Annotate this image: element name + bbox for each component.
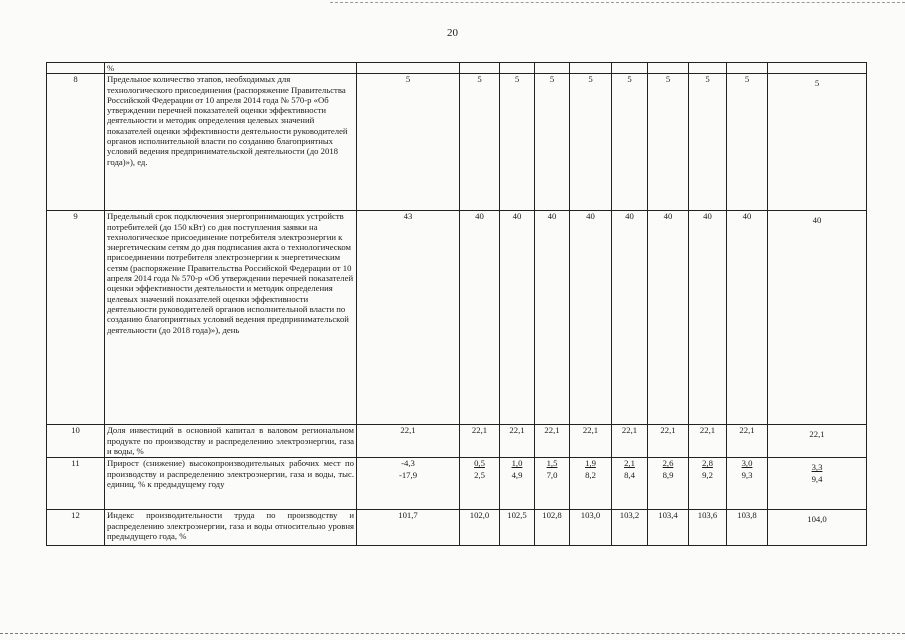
value-cell: 2,1 8,4 [612,458,648,510]
row-num-cell: 11 [47,458,105,510]
value-cell: 22,1 [570,425,612,458]
value-cell: 5 [460,74,500,211]
value-cell: 3,0 9,3 [727,458,768,510]
row-name-cell: Индекс производительности труда по производству и распределению электроэнергии, газа и воды относительно уровня предыдущего года, % [105,510,357,546]
value-cell: 101,7 [357,510,460,546]
value-cell: 40 [727,211,768,425]
row-num-cell [47,63,105,74]
table-row-12 [47,510,867,546]
value-cell: 103,4 [648,510,689,546]
row-num-cell: 8 [47,74,105,211]
value-cell: 22,1 [612,425,648,458]
value-cell: 5 [612,74,648,211]
value-cell: 22,1 [768,425,867,458]
value-cell: 102,0 [460,510,500,546]
value-cell: 40 [535,211,570,425]
value-cell: 3,3 9,4 [768,458,867,510]
row-num-cell: 12 [47,510,105,546]
value-cell: 5 [535,74,570,211]
value-cell: 40 [570,211,612,425]
table-row-10 [47,425,867,458]
value-cell: 22,1 [535,425,570,458]
value-cell: 102,8 [535,510,570,546]
row-name-cell: % [105,63,357,74]
value-cell: 40 [500,211,535,425]
value-cell: 40 [648,211,689,425]
value-cell: 2,8 9,2 [689,458,727,510]
value-cell: 40 [768,211,867,425]
value-cell: 22,1 [460,425,500,458]
scan-bottom-edge [0,633,905,634]
scan-top-edge [330,2,905,3]
value-cell: 43 [357,211,460,425]
value-cell: 5 [768,74,867,211]
indicators-table [46,62,867,546]
value-cell: 5 [570,74,612,211]
value-cell: 1,5 7,0 [535,458,570,510]
value-cell: 22,1 [727,425,768,458]
value-cell: 40 [689,211,727,425]
value-cell: 40 [460,211,500,425]
value-cell: 2,6 8,9 [648,458,689,510]
row-name-cell: Доля инвестиций в основной капитал в валовом региональном продукте по производству и распределению электроэнергии, газа и воды, % [105,425,357,458]
row-name-cell: Предельное количество этапов, необходимых для технологического присоединения (распоряжение Правительства Российской Федерации от 10 апреля 2014 года № 570-р «Об утверждении перечней показателей оценки эффективности деятельности и методик определения целевых значений показателей оценки эффективности деятельности руководителей органов исполнительной власти по созданию благоприятных условий ведения предпринимательской деятельности (до 2018 года)»), ед. [105,74,357,211]
row-num-cell: 9 [47,211,105,425]
value-cell: 22,1 [689,425,727,458]
value-cell: 103,6 [689,510,727,546]
page-number: 20 [447,27,458,39]
table-row-11 [47,458,867,510]
value-cell: 103,2 [612,510,648,546]
row-num-cell: 10 [47,425,105,458]
value-cell: 5 [500,74,535,211]
value-cell: 5 [648,74,689,211]
row-name-cell: Прирост (снижение) высокопроизводительных рабочих мест по производству и распределению электроэнергии, газа и воды, тыс. единиц, % к предыдущему году [105,458,357,510]
table-row-8 [47,74,867,211]
value-cell: 103,0 [570,510,612,546]
value-cell: 1,0 4,9 [500,458,535,510]
table-row-continuation [47,63,867,74]
value-cell: 1,9 8,2 [570,458,612,510]
value-cell: 5 [689,74,727,211]
value-cell: -4,3 -17,9 [357,458,460,510]
table-row-9 [47,211,867,425]
value-cell: 22,1 [357,425,460,458]
value-cell: 5 [357,74,460,211]
row-name-cell: Предельный срок подключения энергопринимающих устройств потребителей (до 150 кВт) со дня поступления заявки на технологическое присоединение потребителя электроэнергии к энергетическим сетям до дня подписания акта о технологическом присоединении потребителя электроэнергии к энергетическим сетям (распоряжение Правительства Российской Федерации от 10 апреля 2014 года № 570-р «Об утверждении перечней показателей оценки эффективности деятельности и методик определения целевых значений показателей оценки эффективности деятельности руководителей органов исполнительной власти по созданию благоприятных условий ведения предпринимательской деятельности (до 2018 года)»), день [105,211,357,425]
value-cell: 5 [727,74,768,211]
value-cell: 103,8 [727,510,768,546]
value-cell: 0,5 2,5 [460,458,500,510]
value-cell: 102,5 [500,510,535,546]
value-cell: 22,1 [500,425,535,458]
value-cell: 104,0 [768,510,867,546]
value-cell: 40 [612,211,648,425]
value-cell: 22,1 [648,425,689,458]
